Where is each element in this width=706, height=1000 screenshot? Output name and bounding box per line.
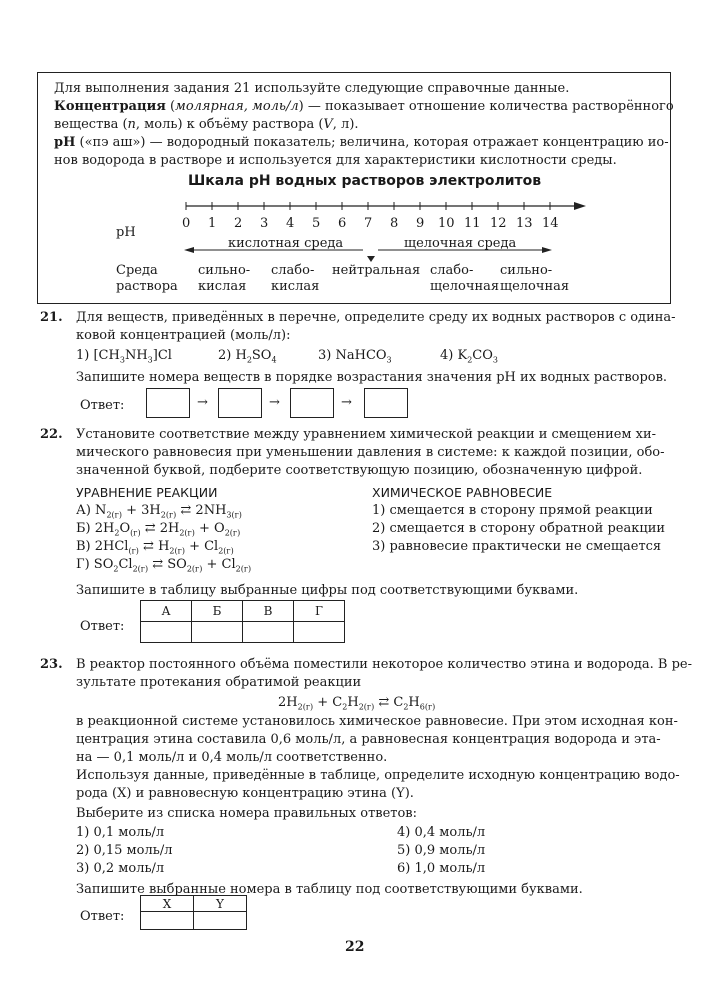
ph-tick-label: 10 — [438, 216, 455, 231]
q21-option-4: 4) $K_2CO_3$ — [440, 348, 498, 365]
q22-left-heading: УРАВНЕНИЕ РЕАКЦИИ — [76, 485, 218, 500]
q22-line-1: Установите соответствие между уравнением химической реакции и смещением хи- — [76, 427, 657, 442]
q21-number: 21. — [40, 310, 63, 325]
q23-line-8: Выберите из списка номера правильных ответов: — [76, 806, 417, 821]
q22-answer-table — [140, 600, 345, 643]
arrow-right-icon: → — [197, 395, 208, 410]
q21-option-3: 3) NaHCO$_3$ — [318, 348, 392, 365]
ph-tick-label: 3 — [260, 216, 269, 231]
q21-answer-box-4[interactable] — [364, 388, 408, 418]
reference-box — [37, 72, 674, 304]
weak-acid-2: кислая — [271, 279, 320, 294]
strong-acid-2: кислая — [198, 279, 247, 294]
q22-answer-cell-c[interactable] — [243, 622, 294, 643]
q22-result-2: 2) смещается в сторону обратной реакции — [372, 521, 666, 536]
q23-option-3: 3) 0,2 моль/л — [76, 861, 165, 876]
q22-answer-cell-b[interactable] — [192, 622, 243, 643]
scale-title: Шкала pH водных растворов электролитов — [188, 173, 542, 189]
strong-alk-2: щелочная — [500, 279, 570, 294]
q21-answer-box-1[interactable] — [146, 388, 190, 418]
q23-option-5: 5) 0,9 моль/л — [397, 843, 486, 858]
q22-answer-cell-a[interactable] — [141, 622, 192, 643]
q23-col-y: Y — [194, 896, 247, 912]
ph-tick-label: 12 — [490, 216, 507, 231]
scale-arrow-icon — [574, 202, 586, 210]
ph-tick-label: 5 — [312, 216, 321, 231]
q22-reaction-c: В) 2HCl$_{(г)}$ ⇄ $H_{2(г)} + Cl_{2(г)}$ — [76, 539, 234, 556]
q22-number: 22. — [40, 427, 63, 442]
q23-col-x: X — [141, 896, 194, 912]
q22-reaction-d: Г) $SO_2Cl_{2(г)}$ ⇄ $SO_{2(г)} + Cl_{2(г)}$ — [76, 557, 252, 574]
ph-tick-label: 2 — [234, 216, 243, 231]
medium-label-1: Среда — [116, 263, 158, 278]
q23-line-5: на — 0,1 моль/л и 0,4 моль/л соответственно. — [76, 750, 388, 765]
q23-number: 23. — [40, 657, 63, 672]
q23-line-7: рода (X) и равновесную концентрацию этина (Y). — [76, 786, 414, 801]
concentration-term: Концентрация — [54, 99, 166, 114]
alkaline-arrow-icon — [542, 247, 552, 253]
q21-option-1: 1) $[CH_3NH_3]Cl$ — [76, 348, 172, 365]
q23-answer-cell-x[interactable] — [141, 912, 194, 930]
strong-acid-1: сильно- — [198, 263, 251, 278]
q23-instruction: Запишите выбранные номера в таблицу под соответствующими буквами. — [76, 882, 583, 897]
arrow-right-icon: → — [341, 395, 352, 410]
q22-reaction-b: Б) $2H_2O_{(г)}$ ⇄ $2H_{2(г)} + O_{2(г)}$ — [76, 521, 241, 538]
q22-col-a: А — [141, 601, 192, 622]
arrow-right-icon: → — [269, 395, 280, 410]
info-line-3: вещества (n, моль) к объёму раствора (V, л). — [54, 117, 359, 132]
q22-line-2: мического равновесия при уменьшении давления в системе: к каждой позиции, обо- — [76, 445, 665, 460]
medium-label-2: раствора — [116, 279, 178, 294]
ph-tick-label: 11 — [464, 216, 481, 231]
info-line-4: pH («пэ аш») — водородный показатель; величина, которая отражает концентрацию ио- — [54, 135, 669, 150]
q23-option-6: 6) 1,0 моль/л — [397, 861, 486, 876]
neutral-label: нейтральная — [332, 263, 421, 278]
q22-answer-cell-d[interactable] — [294, 622, 345, 643]
ph-tick-label: 0 — [182, 216, 191, 231]
info-line-5: нов водорода в растворе и используется для характеристики кислотности среды. — [54, 153, 617, 168]
q23-option-1: 1) 0,1 моль/л — [76, 825, 165, 840]
acid-arrow-icon — [184, 247, 194, 253]
neutral-marker-icon — [367, 256, 375, 262]
q23-line-2: зультате протекания обратимой реакции — [76, 675, 362, 690]
ph-tick-label: 13 — [516, 216, 533, 231]
page-number: 22 — [345, 939, 365, 955]
q23-equation: $2H_{2(г)} + C_2H_{2(г)}$ ⇄ $C_2H_{6(г)}$ — [278, 695, 436, 712]
ph-tick-label: 9 — [416, 216, 425, 231]
q21-answer-box-3[interactable] — [290, 388, 334, 418]
q22-col-c: В — [243, 601, 294, 622]
q23-line-3: в реакционной системе установилось химическое равновесие. При этом исходная кон- — [76, 714, 678, 729]
acid-label: кислотная среда — [228, 236, 344, 251]
info-line-2: Концентрация (молярная, моль/л) — показывает отношение количества растворённого — [54, 99, 674, 114]
ph-tick-label: 7 — [364, 216, 373, 231]
q23-answer-label: Ответ: — [80, 909, 125, 924]
ph-tick-label: 14 — [542, 216, 559, 231]
weak-acid-1: слабо- — [271, 263, 315, 278]
q22-line-3: значенной буквой, подберите соответствующую позицию, обозначенную цифрой. — [76, 463, 643, 478]
q22-result-3: 3) равновесие практически не смещается — [372, 539, 662, 554]
q23-answer-table — [140, 895, 247, 930]
ph-tick-label: 8 — [390, 216, 399, 231]
q21-instruction: Запишите номера веществ в порядке возрастания значения pH их водных растворов. — [76, 370, 668, 385]
q22-instruction: Запишите в таблицу выбранные цифры под соответствующими буквами. — [76, 583, 579, 598]
q22-result-1: 1) смещается в сторону прямой реакции — [372, 503, 653, 518]
ph-tick-label: 1 — [208, 216, 217, 231]
q22-answer-label: Ответ: — [80, 619, 125, 634]
ph-tick-label: 4 — [286, 216, 295, 231]
q23-line-4: центрация этина составила 0,6 моль/л, а равновесная концентрация водорода и эта- — [76, 732, 661, 747]
q21-line-2: ковой концентрацией (моль/л): — [76, 328, 291, 343]
strong-alk-1: сильно- — [500, 263, 553, 278]
q22-col-b: Б — [192, 601, 243, 622]
ph-tick-label: 6 — [338, 216, 347, 231]
q21-option-2: 2) $H_2SO_4$ — [218, 348, 277, 365]
weak-alk-1: слабо- — [430, 263, 474, 278]
ph-term: pH — [54, 135, 76, 150]
q21-answer-label: Ответ: — [80, 398, 125, 413]
info-line-1: Для выполнения задания 21 используйте следующие справочные данные. — [54, 81, 570, 96]
q22-col-d: Г — [294, 601, 345, 622]
q22-right-heading: ХИМИЧЕСКОЕ РАВНОВЕСИЕ — [372, 485, 553, 500]
q23-option-2: 2) 0,15 моль/л — [76, 843, 173, 858]
q23-line-6: Используя данные, приведённые в таблице, определите исходную концентрацию водо- — [76, 768, 680, 783]
ph-axis-label: pH — [116, 225, 136, 240]
q21-line-1: Для веществ, приведённых в перечне, определите среду их водных растворов с одина- — [76, 310, 676, 325]
weak-alk-2: щелочная — [430, 279, 500, 294]
q23-line-1: В реактор постоянного объёма поместили некоторое количество этина и водорода. В ре- — [76, 657, 693, 672]
q21-answer-box-2[interactable] — [218, 388, 262, 418]
q23-option-4: 4) 0,4 моль/л — [397, 825, 486, 840]
alkaline-label: щелочная среда — [404, 236, 517, 251]
q23-answer-cell-y[interactable] — [194, 912, 247, 930]
q22-reaction-a: А) $N_{2(г)} + 3H_{2(г)}$ ⇄ $2NH_{3(г)}$ — [76, 503, 242, 520]
